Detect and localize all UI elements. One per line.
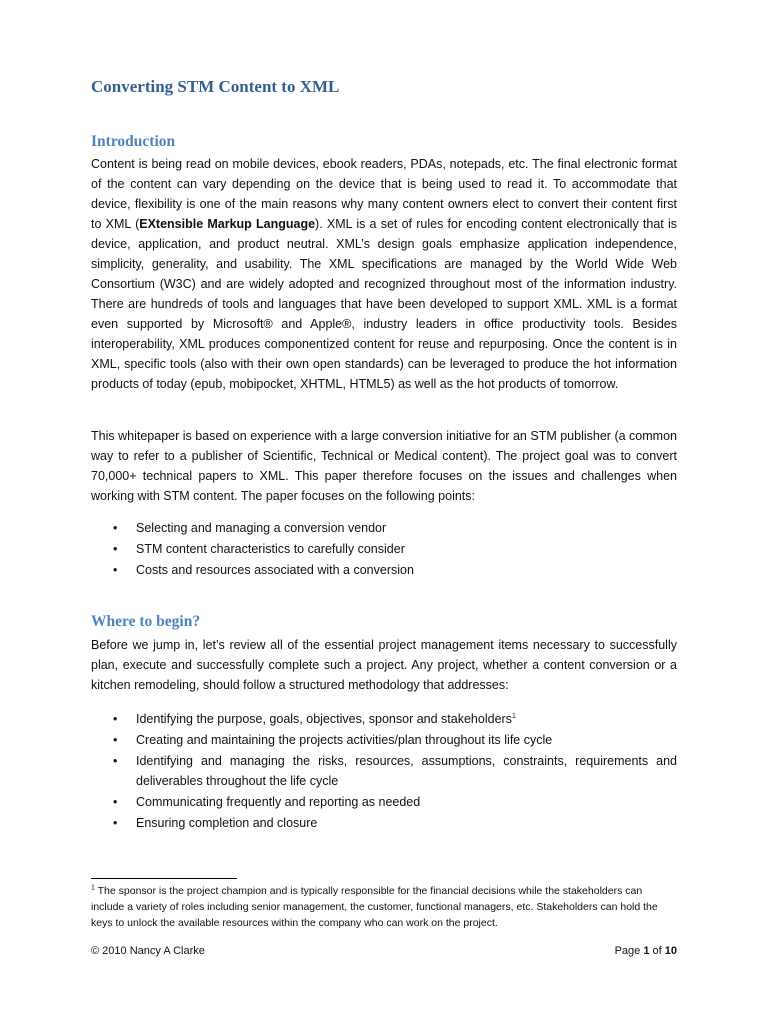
list-item: • Communicating frequently and reporting as needed (113, 795, 421, 810)
list-item: • Identifying and managing the risks, resources, assumptions, constraints, requirements and deliverables throughout the life cycle (113, 753, 677, 789)
introduction-bullet-list (91, 518, 677, 580)
xml-acronym-expansion: EXtensible Markup Language (139, 217, 316, 231)
introduction-paragraph-1: Content is being read on mobile devices, ebook readers, PDAs, notepads, etc. The final electronic format of the content can vary depending on the device that is being used to read it. To accommodate that device, flexibility is one of the main reasons why many content owners elect to convert their content first to XML (EXtensible Markup Language). XML is a set of rules for encoding content electronically that is device, application, and product neutral. XML’s design goals emphasize application independence, simplicity, generality, and usability. The XML specifications are managed by the World Wide Web Consortium (W3C) and are widely adopted and recognized throughout most of the information industry. There are hundreds of tools and languages that have been developed to support XML. XML is a format even supported by Microsoft® and Apple®, industry leaders in office productivity tools. Besides interoperability, XML produces componentized content for reuse and repurposing. Once the content is in XML, specific tools (also with their own open standards) can be leveraged to produce the hot information products of today (epub, mobipocket, XHTML, HTML5) as well as the hot products of tomorrow. (91, 157, 677, 391)
list-item: • Selecting and managing a conversion vendor (113, 521, 387, 535)
footnote-divider (91, 878, 237, 879)
document-title: Converting STM Content to XML (91, 77, 340, 96)
list-item: • STM content characteristics to carefully consider (113, 541, 405, 556)
where-to-begin-paragraph: Before we jump in, let’s review all of the essential project management items necessary to successfully plan, execute and successfully complete such a project. Any project, whether a content conversion or a kitchen remodeling, should follow a structured methodology that addresses: (91, 638, 677, 692)
where-to-begin-heading: Where to begin? (91, 613, 201, 630)
introduction-heading: Introduction (91, 133, 176, 150)
list-item: • Ensuring completion and closure (113, 815, 318, 830)
footer-page-number: Page 1 of 10 (614, 945, 677, 957)
footnote-reference[interactable]: 1 (511, 712, 516, 720)
footnote: $^1$ The sponsor is the project champion and is typically responsible for the financial decisions while the stakeholders can include a variety of roles including senior management, the customer, functional managers, etc. Stakeholders can hold the keys to unlock the available resources within the company who can work on the project. (91, 884, 658, 929)
list-item: • Identifying the purpose, goals, objectives, sponsor and stakeholders$^1$ (113, 712, 516, 726)
introduction-paragraph-2: This whitepaper is based on experience with a large conversion initiative for an STM publisher (a common way to refer to a publisher of Scientific, Technical or Medical content). The project goal was to convert 70,000+ technical papers to XML. This paper therefore focuses on the issues and challenges when working with STM content. The paper focuses on the following points: (91, 429, 677, 503)
list-item: • Creating and maintaining the projects activities/plan throughout its life cycle (113, 732, 553, 747)
where-to-begin-bullet-list (91, 709, 677, 834)
footnote-marker: 1 (91, 884, 95, 892)
list-item: • Costs and resources associated with a conversion (113, 562, 414, 577)
footer-copyright: © 2010 Nancy A Clarke (91, 945, 205, 957)
